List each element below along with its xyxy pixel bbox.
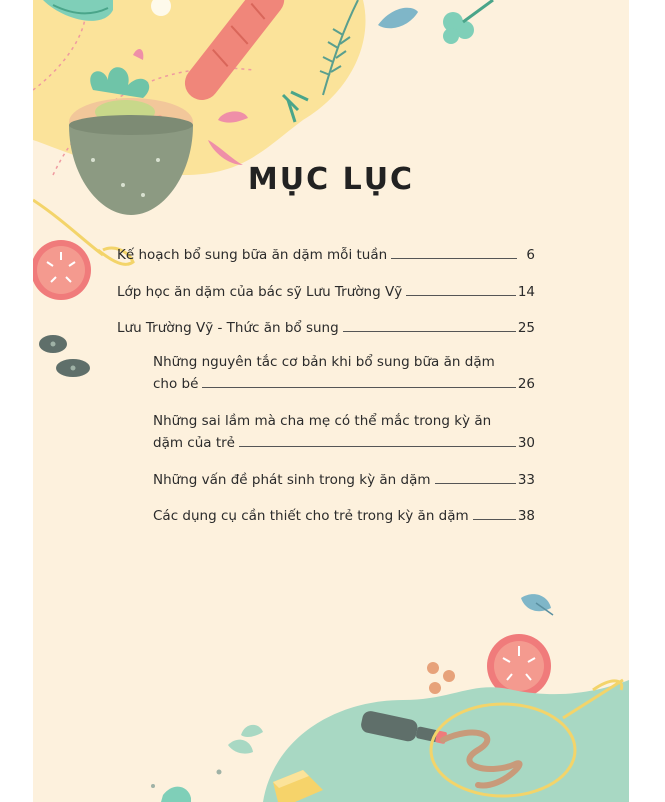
dot-leader [343,331,516,332]
toc-subentry-title-line1: Những sai lầm mà cha mẹ có thể mắc trong kỳ ăn [153,413,492,429]
toc-entry-title: Lớp học ăn dặm của bác sỹ Lưu Trường Vỹ [117,284,403,300]
toc-page-number: 30 [517,435,535,451]
toc-entry[interactable] [117,281,535,303]
toc-subentry[interactable] [153,469,535,491]
toc-entry[interactable] [117,317,535,339]
toc-page-number: 25 [517,320,535,336]
toc-subentry-title-line2: dặm của trẻ [153,435,235,451]
leaf-icon-2 [378,8,418,29]
toc-entry-title: Kế hoạch bổ sung bữa ăn dặm mỗi tuần [117,247,388,263]
toc-entry[interactable] [117,244,535,266]
toc-subentry[interactable] [153,505,535,527]
book-page [33,0,629,802]
toc-page-number: 33 [517,472,535,488]
dot-leader [239,446,516,447]
herb-icon-2 [161,787,191,802]
page-title: MỤC LỤC [247,162,415,197]
toc-subentry-title: Những vấn đề phát sinh trong kỳ ăn dặm [153,472,431,488]
herb-icon [228,725,263,754]
dot-leader [406,295,516,296]
toc-subentry-title-line2: cho bé [153,376,199,392]
dot-leader [391,258,517,259]
toc-page-number: 26 [517,376,535,392]
dot-leader [202,387,515,388]
toc-page-number: 6 [526,247,535,263]
broccoli-icon [443,0,493,44]
leaf-icon-3 [521,594,551,611]
dot-leader [473,519,516,520]
toc-entry-title: Lưu Trường Vỹ - Thức ăn bổ sung [117,320,339,336]
toc-page-number: 14 [517,284,535,300]
toc-subentry-title: Các dụng cụ cần thiết cho trẻ trong kỳ ăn dặm [153,508,469,524]
tomato-slice-icon [33,240,91,300]
food-illustrations [33,0,629,802]
toc-subentry[interactable] [153,351,535,395]
toc-subentry[interactable] [153,410,535,454]
dot-leader [435,483,516,484]
spice-dots-icon [427,662,455,694]
toc-subentry-title-line1: Những nguyên tắc cơ bản khi bổ sung bữa ăn dặm [153,354,495,370]
toc-page-number: 38 [517,508,535,524]
